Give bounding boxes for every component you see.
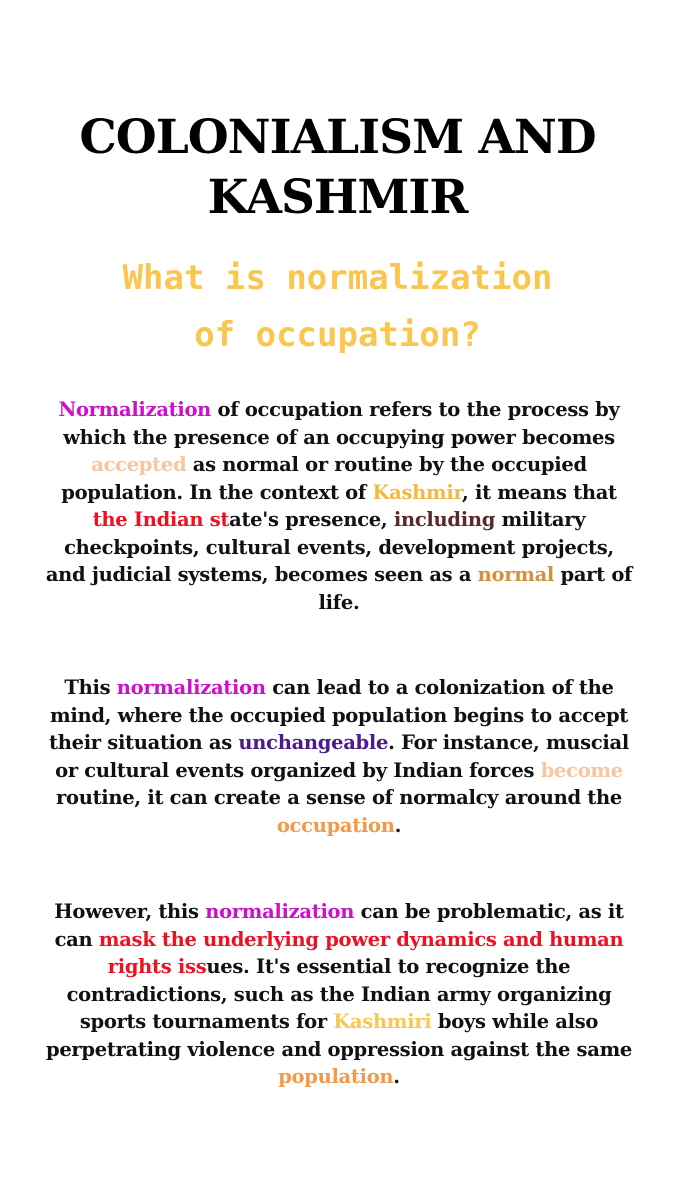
highlight-normalization: Normalization xyxy=(58,398,212,421)
highlight-normalization: normalization xyxy=(205,900,355,923)
text-segment: . xyxy=(393,1065,400,1088)
subtitle-question xyxy=(0,250,675,364)
highlight-become: become xyxy=(540,758,623,782)
title-line-1: COLONIALISM AND xyxy=(79,110,596,165)
highlight-normalization: normalization xyxy=(116,676,266,699)
text-segment: as normal or routine by the occupied population. In the context of xyxy=(61,453,587,504)
highlight-power-dynamics: mask the underlying power dynamics and human rights iss xyxy=(98,927,624,978)
highlight-normal: normal xyxy=(477,563,555,586)
text-segment: can lead to a colonization of the mind, where the occupied population begins to accept their situation as xyxy=(49,676,628,754)
paragraph-problematic xyxy=(44,898,634,1091)
highlight-indian-state: the Indian st xyxy=(92,508,230,531)
text-segment: ate's presence, xyxy=(229,508,394,531)
text-segment: However, this xyxy=(54,900,206,923)
page-title xyxy=(0,108,675,228)
highlight-including: including xyxy=(393,508,496,531)
text-segment: . xyxy=(394,813,402,837)
highlight-kashmir: Kashmir xyxy=(372,480,463,504)
subtitle-line-1: What is normalization xyxy=(122,258,553,298)
paragraph-colonization xyxy=(44,674,634,839)
highlight-kashmiri: Kashmiri xyxy=(333,1010,432,1033)
highlight-population: population xyxy=(278,1065,394,1088)
text-segment: boys while also perpetrating violence and oppression against the same xyxy=(45,1010,633,1061)
text-segment: part of life. xyxy=(318,563,633,614)
title-line-2: KASHMIR xyxy=(207,170,468,225)
text-segment: , it means that xyxy=(462,480,617,504)
highlight-accepted: accepted xyxy=(91,453,187,476)
text-segment: of occupation refers to the process by which the presence of an occupying power becomes xyxy=(63,398,620,449)
text-segment: routine, it can create a sense of normalcy around the xyxy=(56,786,622,809)
highlight-unchangeable: unchangeable xyxy=(238,731,389,754)
highlight-occupation: occupation xyxy=(276,813,395,837)
paragraph-definition xyxy=(44,396,634,616)
text-segment: can be problematic, as it can xyxy=(54,900,624,951)
text-segment: . For instance, muscial or cultural events organized by Indian forces xyxy=(55,731,629,782)
subtitle-line-2: of occupation? xyxy=(194,315,481,355)
text-segment: This xyxy=(64,676,117,699)
text-segment: ues. It's essential to recognize the contradictions, such as the Indian army organizing sports tournaments for xyxy=(66,955,612,1033)
text-segment: military checkpoints, cultural events, development projects, and judicial systems, becomes seen as a xyxy=(45,508,614,586)
